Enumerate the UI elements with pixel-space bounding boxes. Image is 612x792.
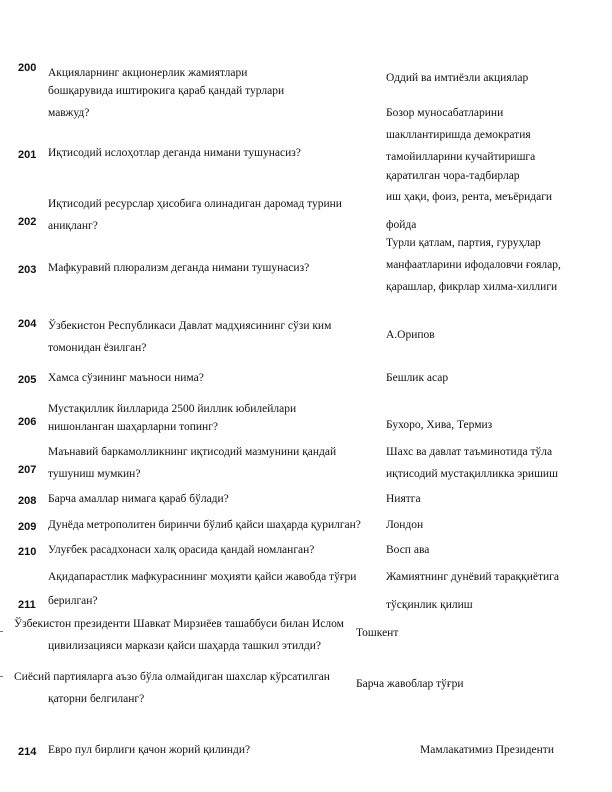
question-text: томонидан ёзилган?: [48, 342, 147, 354]
question-number: 200: [18, 62, 37, 74]
answer-text: Барча жавоблар тўғри: [356, 678, 464, 690]
question-text: Евро пул бирлиги қачон жорий қилинди?: [48, 744, 251, 756]
question-text: Иқтисодий ислоҳотлар деганда нимани тушунасиз?: [48, 147, 301, 159]
question-text: Барча амаллар нимага қараб бўлади?: [48, 493, 229, 505]
question-text: Мафкуравий плюрализм деганда нимани тушунасиз?: [48, 262, 310, 274]
answer-text: Жамиятнинг дунёвий тараққиётига: [386, 571, 559, 583]
question-number: 202: [18, 216, 37, 228]
answer-text: шакллантиришда демократия: [386, 129, 531, 141]
answer-text: Бухоро, Хива, Термиз: [386, 419, 493, 431]
question-text: бошқарувида иштирокига қараб қандай турлари: [48, 85, 285, 97]
edge-mark: [0, 676, 3, 677]
answer-text: иш ҳақи, фоиз, рента, меъёридаги: [386, 191, 553, 203]
question-number: 211: [18, 599, 36, 611]
answer-text: фойда: [386, 219, 417, 231]
question-text: Хамса сўзининг маъноси нима?: [48, 372, 204, 384]
question-text: Маънавий баркамолликнинг иқтисодий мазмунини қандай: [48, 446, 337, 458]
question-text: цивилизацияси маркази қайси шаҳарда ташкил этилди?: [48, 640, 321, 652]
answer-text: Бешлик асар: [386, 372, 449, 384]
question-text: тушуниш мумкин?: [48, 468, 141, 480]
answer-text: тамойилларини кучайтиришга: [386, 151, 536, 163]
answer-text: манфаатларини ифодаловчи ғоялар,: [386, 259, 561, 271]
question-number: 205: [18, 374, 37, 386]
question-text: Сиёсий партияларга аъзо бўла олмайдиган шахслар кўрсатилган: [14, 671, 330, 683]
edge-mark: [0, 631, 3, 632]
question-number: 204: [18, 318, 37, 330]
question-text: Ақидапарастлик мафкурасининг моҳияти қайси жавобда тўғри: [48, 571, 357, 583]
answer-text: Восп ава: [386, 544, 430, 556]
question-text: қаторни белгиланг?: [48, 693, 145, 705]
answer-text: Лондон: [386, 519, 424, 531]
question-text: мавжуд?: [48, 107, 90, 119]
question-text: берилган?: [48, 595, 98, 607]
question-text: Иқтисодий ресурслар ҳисобига олинадиган даромад турини: [48, 198, 342, 210]
answer-text: иқтисодий мустақилликка эришиш: [386, 468, 558, 480]
answer-text: Мамлакатимиз Президенти: [420, 744, 554, 756]
question-number: 203: [18, 264, 37, 276]
question-text: Дунёда метрополитен биринчи бўлиб қайси шаҳарда қурилган?: [48, 519, 361, 531]
answer-text: қарашлар, фикрлар хилма-хиллиги: [386, 281, 558, 293]
question-number: 208: [18, 495, 37, 507]
answer-text: қаратилган чора-тадбирлар: [386, 170, 520, 182]
question-number: 201: [18, 149, 37, 161]
question-number: 206: [18, 416, 37, 428]
question-text: аниқланг?: [48, 220, 98, 232]
answer-text: Шахс ва давлат таъминотида тўла: [386, 446, 553, 458]
answer-text: Турли қатлам, партия, гуруҳлар: [386, 237, 541, 249]
question-text: Ўзбекистон Республикаси Давлат мадҳиясининг сўзи ким: [48, 320, 332, 332]
answer-text: Ниятга: [386, 493, 421, 505]
answer-text: Оддий ва имтиёзли акциялар: [386, 72, 529, 84]
question-text: нишонланган шаҳарларни топинг?: [48, 421, 219, 433]
question-text: Улуғбек расадхонаси халқ орасида қандай номланган?: [48, 544, 315, 556]
answer-text: А.Орипов: [386, 329, 435, 341]
answer-text: Бозор муносабатларини: [386, 107, 504, 119]
answer-text: Тошкент: [356, 627, 399, 639]
question-number: 207: [18, 464, 37, 476]
question-number: 214: [18, 746, 37, 758]
question-text: Акцияларнинг акционерлик жамиятлари: [48, 67, 248, 79]
question-text: Ўзбекистон президенти Шавкат Мирзиёев ташаббуси билан Ислом: [14, 618, 344, 630]
answer-text: тўсқинлик қилиш: [386, 599, 473, 611]
question-number: 209: [18, 521, 37, 533]
question-text: Мустақиллик йилларида 2500 йиллик юбилейлари: [48, 403, 297, 415]
question-number: 210: [18, 546, 37, 558]
